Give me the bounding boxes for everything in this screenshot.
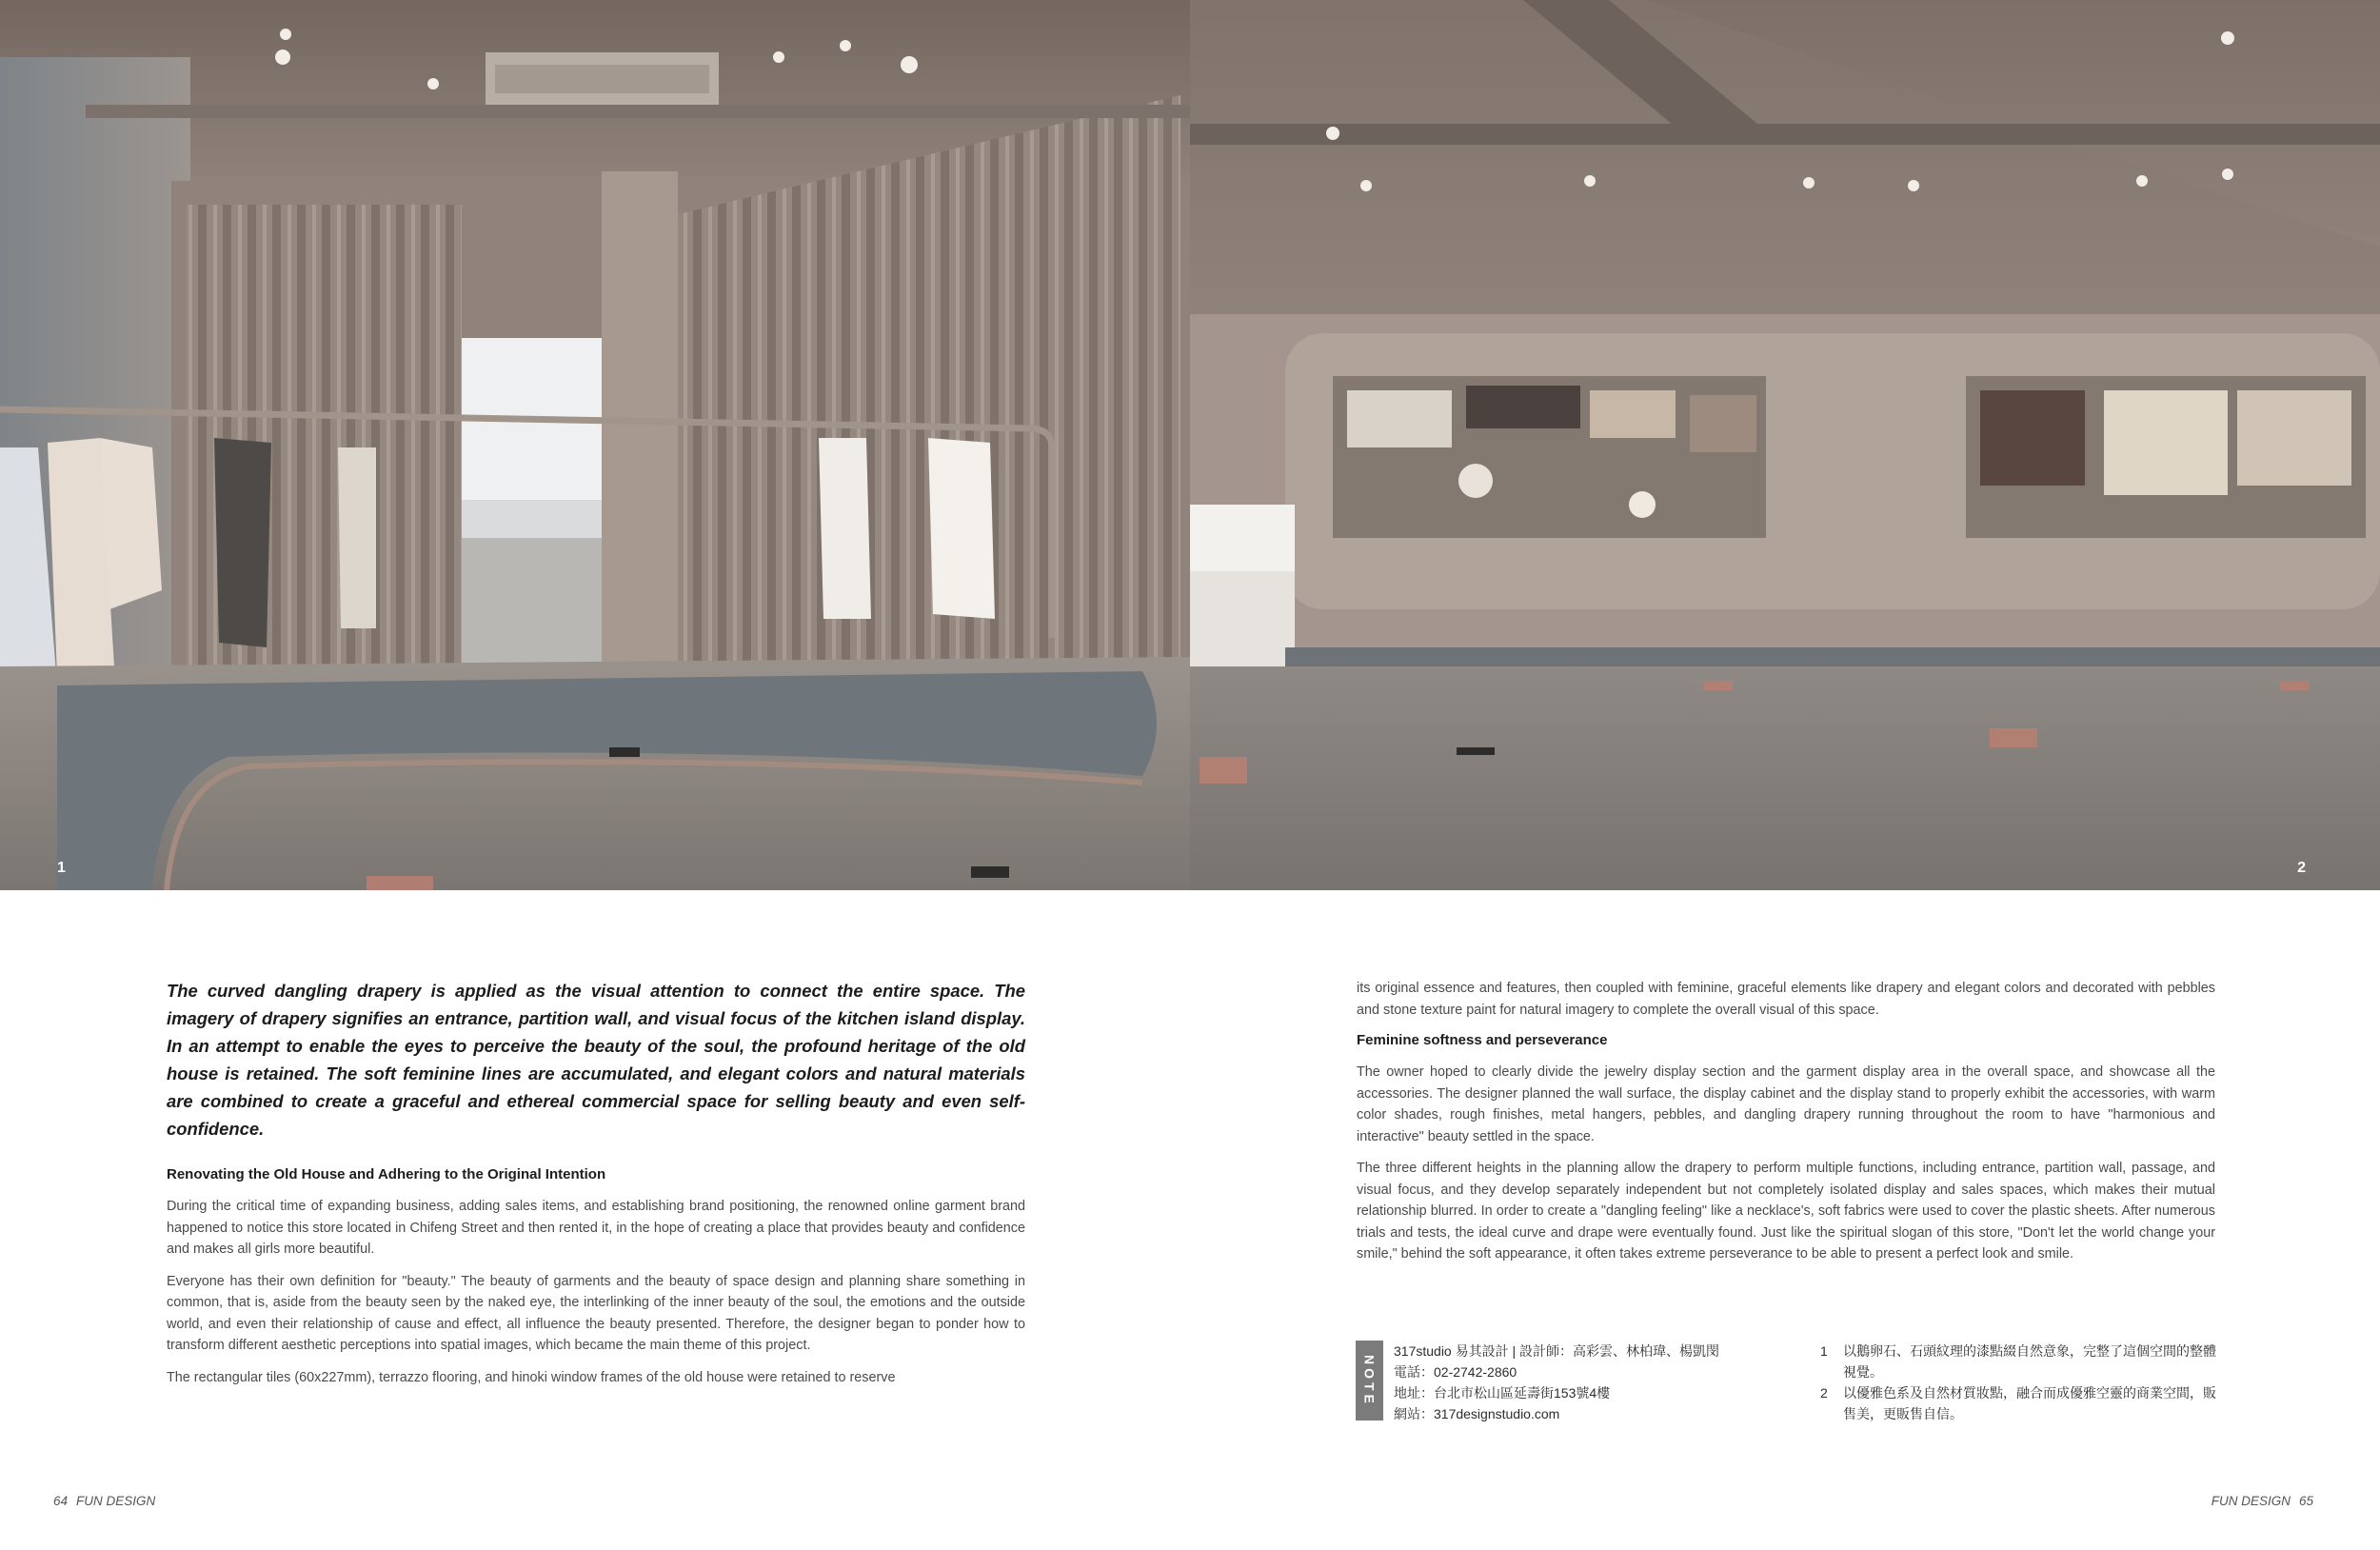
body-paragraph: During the critical time of expanding business, adding sales items, and establishing brand positioning, the renowned online garment brand happened to notice this store located in Chifeng Street and then rented it, in the hope of creating a place that provides beauty and confidence and makes all girls more beautiful. — [167, 1199, 1025, 1257]
caption-text: 以優雅色系及自然材質妝點，融合而成優雅空靈的商業空間，販售美，更販售自信。 — [1843, 1385, 2216, 1421]
lede-paragraph: The curved dangling drapery is applied as the visual attention to connect the entire space. The imagery of drapery signifies an entrance, partition wall, and visual focus of the kitchen island display. In an attempt to enable the eyes to perceive the beauty of the soul, the profound heritage of the old house is retained. The soft feminine lines are accumulated, and elegant colors and natural materials are combined to create a graceful and ethereal commercial space for selling beauty and even self-confidence. — [167, 981, 1025, 1139]
address-line: 地址：台北市松山區延壽街153號4樓 — [1394, 1385, 1611, 1401]
note-tab: NOTE — [1356, 1341, 1383, 1421]
right-text-column — [1357, 978, 2215, 1276]
page-number: 65 — [2298, 1494, 2313, 1508]
column — [602, 171, 678, 700]
photo-number: 2 — [2297, 860, 2306, 876]
body-paragraph: The rectangular tiles (60x227mm), terrazzo flooring, and hinoki window frames of the old house were retained to reserve — [167, 1369, 896, 1385]
body-paragraph: Everyone has their own definition for "beauty." The beauty of garments and the beauty of space design and planning share something in common, that is, aside from the beauty seen by the naked eye, the interlinking of the inner beauty of the soul, the emotions and the outside world, and even their relationship of cause and effect, all influence the beauty presented. Therefore, the designer began to ponder how to transform different aesthetic perceptions into spatial images, which became the main theme of this project. — [167, 1273, 1025, 1353]
caption-number: 1 — [1820, 1343, 1828, 1359]
phone-line: 電話：02-2742-2860 — [1394, 1364, 1517, 1380]
caption-item — [1820, 1382, 2220, 1424]
caption-item — [1820, 1341, 2220, 1382]
photo-captions — [1820, 1341, 2220, 1424]
section-heading: Renovating the Old House and Adhering to the Original Intention — [167, 1166, 606, 1182]
body-paragraph: The owner hoped to clearly divide the jewelry display section and the garment display area in the overall space, and showcase all the accessories. The designer planned the wall surface, the display cabinet and the display stand to properly exhibit the accessories, with warm color shades, rough finishes, metal hangers, pebbles, and dangling drapery running throughout the room to have "harmonious and interactive" beauty settled in the space. — [1357, 1064, 2215, 1144]
website-line: 網站：317designstudio.com — [1394, 1406, 1560, 1421]
magazine-name: FUN DESIGN — [76, 1494, 156, 1508]
body-paragraph: The three different heights in the planning allow the drapery to perform multiple functions, including entrance, partition wall, passage, and visual focus, and they develop separately independent but not completely isolated display and sales spaces, which makes their mutual relationship blurred. In order to create a "dangling feeling" like a necklace's, soft fabrics were used to cover the plastic sheets. After numerous trials and tests, the ideal curve and drape were eventually found. Just like the spiritual slogan of this store, "Don't let the world change your smile," behind the soft appearance, it often takes extreme perseverance to be able to present a perfect look and smile. — [1357, 1161, 2215, 1262]
interior-photo-1 — [0, 0, 1190, 890]
caption-text: 以鵝卵石、石頭紋理的漆點綴自然意象，完整了這個空間的整體視覺。 — [1843, 1343, 2216, 1380]
ceiling-beam — [1190, 124, 2380, 145]
section-heading: Feminine softness and perseverance — [1357, 1032, 1608, 1048]
photo-number: 1 — [57, 860, 66, 876]
terrazzo-floor — [1190, 666, 2380, 890]
page-number: 64 — [53, 1494, 69, 1508]
footer-left — [53, 1494, 155, 1508]
body-paragraph: its original essence and features, then coupled with feminine, graceful elements like drapery and elegant colors and decorated with pebbles and stone texture paint for natural imagery to complete the overall visual of this space. — [1357, 981, 2215, 1018]
designer-line: 317studio 易其設計 | 設計師：高彩雲、林柏瑋、楊凱閔 — [1394, 1343, 1720, 1359]
caption-number: 2 — [1820, 1385, 1828, 1401]
left-text-column — [167, 977, 1025, 1399]
photo-drapery-garment-area — [0, 0, 1190, 890]
designer-info — [1394, 1341, 1719, 1424]
magazine-name: FUN DESIGN — [2211, 1494, 2291, 1508]
interior-photo-2 — [1190, 0, 2380, 890]
footer-right — [2211, 1494, 2313, 1508]
photo-jewelry-display-area — [1190, 0, 2380, 890]
note-box — [1356, 1341, 2216, 1436]
